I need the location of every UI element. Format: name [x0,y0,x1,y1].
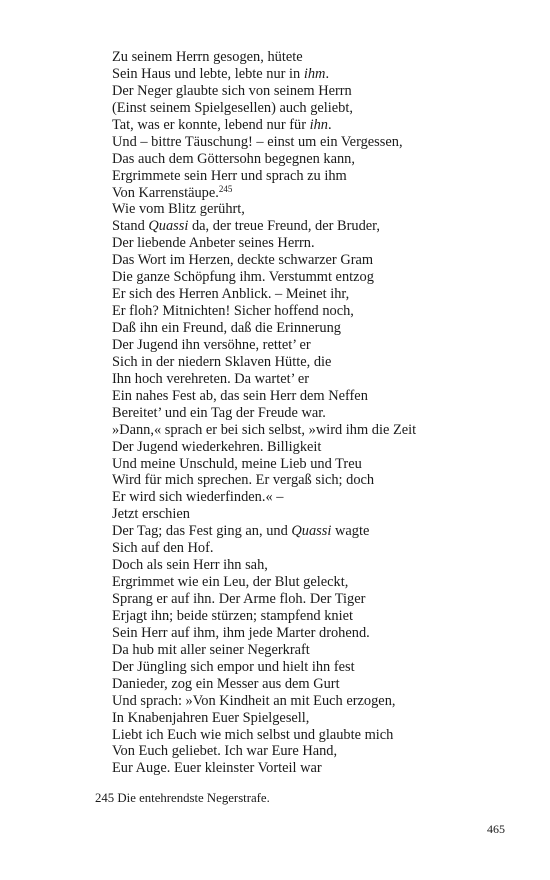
poem-line [112,337,416,354]
line-text: In Knabenjahren Euer Spielgesell, [112,709,310,726]
line-text: Ihn hoch verehreten. Da wartet’ er [112,370,310,387]
line-text: . [325,65,330,82]
poem-line [112,134,416,151]
line-text: Stand [112,218,149,235]
poem-line [112,557,416,574]
poem-line [112,523,416,540]
italic-name: ihn [309,116,328,133]
line-text: wagte [331,523,370,540]
poem-line [112,151,416,168]
italic-name: Quassi [148,218,189,235]
line-text: . [328,116,332,133]
poem-line [112,252,416,269]
line-text: Sein Herr auf ihm, ihm jede Marter drohend. [112,624,370,641]
italic-name: ihm [303,65,326,82]
poem-line [112,574,416,591]
line-text: Daß ihn ein Freund, daß die Erinnerung [112,320,341,336]
poem-line [112,760,416,777]
line-text: Eur Auge. Euer kleinster Vorteil war [112,760,322,777]
line-text: Bereitet’ und ein Tag der Freude war. [112,404,326,421]
line-text: Erjagt ihn; beide stürzen; stampfend kniet [112,607,353,624]
poem-line [112,676,416,693]
poem-line [112,201,416,218]
poem-line [112,371,416,388]
line-text: Das auch dem Göttersohn begegnen kann, [112,150,355,167]
poem-line [112,235,416,252]
line-text: Der Jüngling sich empor und hielt ihn fest [112,658,355,675]
poem-line [112,66,416,83]
line-text: Ergrimmete sein Herr und sprach zu ihm [112,167,347,184]
line-text: Doch als sein Herr ihn sah, [112,557,268,574]
line-text: Er sich des Herren Anblick. – Meinet ihr, [112,286,350,303]
line-text: Wie vom Blitz gerührt, [112,201,245,218]
poem-line [112,608,416,625]
line-text: Der Tag; das Fest ging an, und [112,523,292,540]
poem-line [112,422,416,439]
line-text: Zu seinem Herrn gesogen, hütete [112,49,303,65]
footnote-marker: 245 [218,183,233,194]
line-text: Jetzt erschien [112,506,190,523]
poem-line [112,49,416,66]
line-text: Er floh? Mitnichten! Sicher hoffend noch, [112,303,354,320]
poem-line [112,710,416,727]
italic-name: Quassi [291,523,332,540]
line-text: Tat, was er konnte, lebend nur für [112,116,310,133]
line-text: Und meine Unschuld, meine Lieb und Treu [112,455,362,472]
line-text: Wird für mich sprechen. Er vergaß sich; doch [112,472,375,489]
page-number: 465 [487,822,505,836]
poem-line [112,286,416,303]
poem-line [112,743,416,760]
poem-line [112,388,416,405]
line-text: Das Wort im Herzen, deckte schwarzer Gram [112,252,374,269]
line-text: (Einst seinem Spielgesellen) auch geliebt, [112,99,353,116]
poem-line [112,642,416,659]
poem-line [112,439,416,456]
poem-line [112,659,416,676]
line-text: Ergrimmet wie ein Leu, der Blut geleckt, [112,574,349,591]
poem-line [112,405,416,422]
poem-line [112,472,416,489]
poem-line [112,269,416,286]
line-text: Der liebende Anbeter seines Herrn. [112,235,315,252]
line-text: Von Euch geliebet. Ich war Eure Hand, [112,743,338,760]
line-text: Liebt ich Euch wie mich selbst und glaubte mich [112,726,394,743]
poem-line [112,506,416,523]
poem-line [112,303,416,320]
line-text: »Dann,« sprach er bei sich selbst, »wird ihm die Zeit [112,421,417,438]
line-text: Sein Haus und lebte, lebte nur in [112,65,304,82]
line-text: Da hub mit aller seiner Negerkraft [112,641,310,658]
poem-line [112,83,416,100]
line-text: Sich in der niedern Sklaven Hütte, die [112,353,332,370]
line-text: Und – bittre Täuschung! – einst um ein Vergessen, [112,133,403,150]
poem-line [112,625,416,642]
line-text: Danieder, zog ein Messer aus dem Gurt [112,675,340,692]
poem-line [112,540,416,557]
poem-line [112,117,416,134]
poem-line [112,100,416,117]
footnote: 245 Die entehrendste Negerstrafe. [95,791,270,805]
poem-line [112,727,416,744]
line-text: Der Jugend ihn versöhne, rettet’ er [112,336,311,353]
poem-line [112,456,416,473]
line-text: Ein nahes Fest ab, das sein Herr dem Neffen [112,387,368,404]
poem-line [112,320,416,337]
poem-text [112,49,416,777]
line-text: Sich auf den Hof. [112,540,214,557]
line-text: Der Neger glaubte sich von seinem Herrn [112,82,352,99]
poem-line [112,489,416,506]
line-text: Der Jugend wiederkehren. Billigkeit [112,438,322,455]
poem-line [112,591,416,608]
poem-line [112,354,416,371]
line-text: Von Karrenstäupe. [112,184,219,201]
poem-line [112,218,416,235]
line-text: Er wird sich wiederfinden.« – [112,489,284,506]
poem-line [112,693,416,710]
poem-line [112,168,416,185]
line-text: Sprang er auf ihn. Der Arme floh. Der Tiger [112,591,366,607]
line-text: Und sprach: »Von Kindheit an mit Euch erzogen, [112,692,396,709]
poem-line [112,185,416,202]
line-text: da, der treue Freund, der Bruder, [188,218,380,235]
line-text: Die ganze Schöpfung ihm. Verstummt entzog [112,269,374,286]
